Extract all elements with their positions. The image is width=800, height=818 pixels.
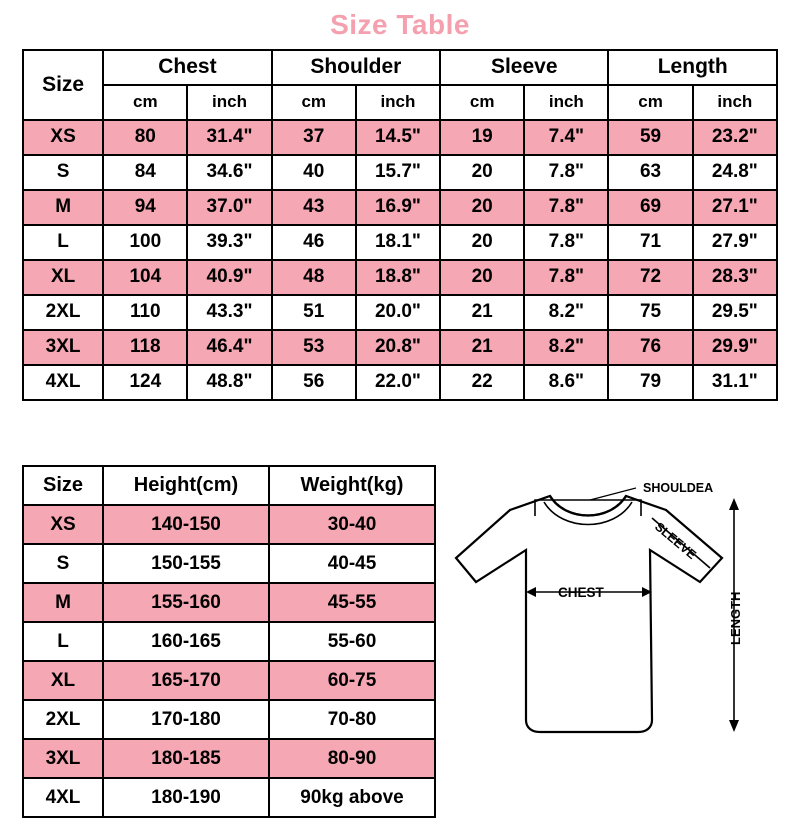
cell-shoulder-inch: 20.8" [356,330,440,365]
fit-guide-table [22,465,436,818]
cell-chest-inch: 34.6" [187,155,271,190]
cell-sleeve-cm: 19 [440,120,524,155]
cell-size: 4XL [23,365,103,400]
header-chest: Chest [103,50,271,85]
table-row [23,661,435,700]
cell-chest-cm: 110 [103,295,187,330]
unit-chest-inch: inch [187,85,271,120]
cell-sleeve-cm: 20 [440,190,524,225]
fit-header-weight: Weight(kg) [269,466,435,505]
cell-size: 3XL [23,330,103,365]
cell-height: 160-165 [103,622,269,661]
cell-height: 170-180 [103,700,269,739]
table-row [23,739,435,778]
cell-sleeve-inch: 7.4" [524,120,608,155]
header-length: Length [608,50,777,85]
cell-sleeve-inch: 8.2" [524,295,608,330]
cell-height: 150-155 [103,544,269,583]
cell-shoulder-cm: 40 [272,155,356,190]
cell-length-cm: 75 [608,295,692,330]
cell-sleeve-cm: 21 [440,330,524,365]
cell-shoulder-cm: 56 [272,365,356,400]
table-row [23,120,777,155]
cell-shoulder-inch: 14.5" [356,120,440,155]
unit-sleeve-cm: cm [440,85,524,120]
cell-shoulder-inch: 18.8" [356,260,440,295]
cell-size: S [23,155,103,190]
cell-size: L [23,225,103,260]
cell-size: S [23,544,103,583]
cell-length-inch: 29.9" [693,330,777,365]
cell-length-cm: 63 [608,155,692,190]
cell-sleeve-cm: 21 [440,295,524,330]
cell-sleeve-cm: 20 [440,260,524,295]
cell-weight: 45-55 [269,583,435,622]
table-header-units [23,85,777,120]
cell-sleeve-inch: 7.8" [524,155,608,190]
cell-shoulder-inch: 16.9" [356,190,440,225]
cell-length-inch: 29.5" [693,295,777,330]
cell-length-inch: 23.2" [693,120,777,155]
tshirt-measurement-diagram [438,470,783,790]
cell-sleeve-cm: 20 [440,225,524,260]
cell-shoulder-cm: 46 [272,225,356,260]
cell-sleeve-inch: 8.6" [524,365,608,400]
cell-height: 180-185 [103,739,269,778]
table-row [23,155,777,190]
table-row [23,622,435,661]
cell-chest-cm: 104 [103,260,187,295]
cell-length-cm: 76 [608,330,692,365]
cell-size: XL [23,260,103,295]
cell-weight: 30-40 [269,505,435,544]
cell-size: 2XL [23,295,103,330]
chest-label: CHEST [558,585,604,600]
cell-weight: 70-80 [269,700,435,739]
table-header-groups [23,50,777,85]
table-row [23,190,777,225]
unit-shoulder-cm: cm [272,85,356,120]
cell-chest-cm: 94 [103,190,187,225]
cell-sleeve-inch: 7.8" [524,225,608,260]
cell-sleeve-inch: 7.8" [524,260,608,295]
sleeve-label: SLEEVE [652,519,699,563]
table-row [23,365,777,400]
cell-length-cm: 79 [608,365,692,400]
cell-shoulder-cm: 51 [272,295,356,330]
cell-shoulder-inch: 20.0" [356,295,440,330]
cell-length-inch: 27.9" [693,225,777,260]
cell-height: 165-170 [103,661,269,700]
cell-shoulder-cm: 48 [272,260,356,295]
cell-weight: 55-60 [269,622,435,661]
shoulder-measure-line [535,500,641,516]
cell-chest-inch: 40.9" [187,260,271,295]
cell-length-cm: 71 [608,225,692,260]
cell-chest-cm: 84 [103,155,187,190]
unit-length-inch: inch [693,85,777,120]
cell-chest-cm: 124 [103,365,187,400]
cell-chest-inch: 31.4" [187,120,271,155]
cell-weight: 80-90 [269,739,435,778]
cell-shoulder-cm: 37 [272,120,356,155]
cell-chest-cm: 80 [103,120,187,155]
tshirt-outline [456,496,722,732]
fit-header-size: Size [23,466,103,505]
cell-size: M [23,583,103,622]
cell-length-inch: 27.1" [693,190,777,225]
cell-size: XS [23,505,103,544]
cell-shoulder-inch: 15.7" [356,155,440,190]
cell-sleeve-cm: 22 [440,365,524,400]
cell-length-inch: 28.3" [693,260,777,295]
cell-chest-inch: 37.0" [187,190,271,225]
fit-table-header [23,466,435,505]
cell-size: 3XL [23,739,103,778]
table-row [23,583,435,622]
page-title: Size Table [330,9,470,40]
cell-height: 180-190 [103,778,269,817]
cell-sleeve-cm: 20 [440,155,524,190]
cell-length-inch: 24.8" [693,155,777,190]
cell-height: 155-160 [103,583,269,622]
header-sleeve: Sleeve [440,50,608,85]
cell-size: XS [23,120,103,155]
cell-shoulder-cm: 43 [272,190,356,225]
unit-length-cm: cm [608,85,692,120]
cell-sleeve-inch: 7.8" [524,190,608,225]
cell-weight: 90kg above [269,778,435,817]
unit-sleeve-inch: inch [524,85,608,120]
cell-length-cm: 69 [608,190,692,225]
cell-shoulder-inch: 22.0" [356,365,440,400]
cell-size: XL [23,661,103,700]
header-shoulder: Shoulder [272,50,440,85]
cell-shoulder-cm: 53 [272,330,356,365]
cell-chest-cm: 100 [103,225,187,260]
unit-shoulder-inch: inch [356,85,440,120]
table-row [23,295,777,330]
cell-chest-inch: 39.3" [187,225,271,260]
table-row [23,225,777,260]
cell-size: 4XL [23,778,103,817]
cell-chest-inch: 46.4" [187,330,271,365]
fit-header-height: Height(cm) [103,466,269,505]
cell-length-inch: 31.1" [693,365,777,400]
cell-length-cm: 59 [608,120,692,155]
cell-height: 140-150 [103,505,269,544]
length-label: LENGTH [728,591,743,645]
table-row [23,505,435,544]
table-row [23,260,777,295]
measurement-table [22,49,778,401]
cell-chest-cm: 118 [103,330,187,365]
cell-chest-inch: 48.8" [187,365,271,400]
table-row [23,544,435,583]
table-row [23,330,777,365]
cell-sleeve-inch: 8.2" [524,330,608,365]
cell-weight: 40-45 [269,544,435,583]
cell-size: M [23,190,103,225]
cell-size: L [23,622,103,661]
cell-shoulder-inch: 18.1" [356,225,440,260]
table-row [23,778,435,817]
cell-length-cm: 72 [608,260,692,295]
table-row [23,700,435,739]
cell-weight: 60-75 [269,661,435,700]
header-size: Size [23,50,103,120]
unit-chest-cm: cm [103,85,187,120]
cell-chest-inch: 43.3" [187,295,271,330]
shoulder-label: SHOULDEA [643,481,714,495]
cell-size: 2XL [23,700,103,739]
